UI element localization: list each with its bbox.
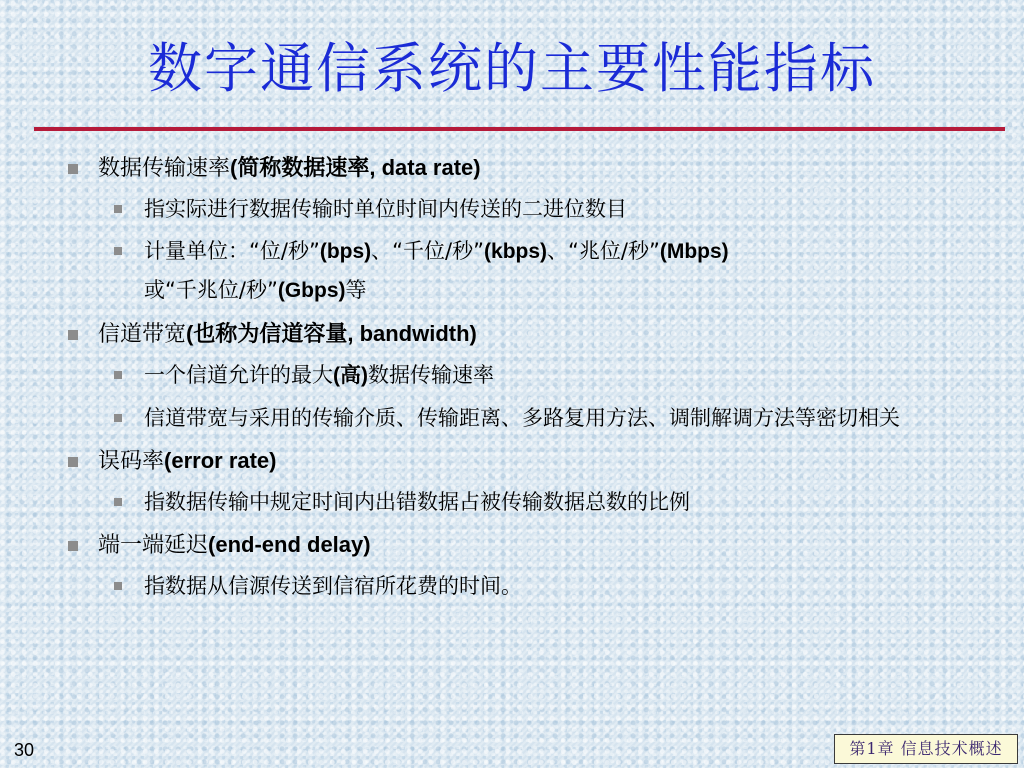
sub-item-text: 指数据从信源传送到信宿所花费的时间。: [144, 574, 522, 598]
list-item-data-rate: [58, 148, 1008, 190]
item-label: 数据传输速率: [98, 156, 231, 181]
sub-item-text: 指数据传输中规定时间内出错数据占被传输数据总数的比例: [144, 490, 690, 514]
sub-item-text: 指实际进行数据传输时单位时间内传送的二进位数目: [144, 197, 627, 221]
sub-item-text: 或“千兆位/秒”: [144, 278, 278, 302]
sub-item-text: 数据传输速率: [368, 363, 494, 387]
sub-item: [58, 232, 1008, 310]
square-bullet-icon: [114, 247, 122, 255]
square-bullet-icon: [68, 541, 78, 551]
unit-kbps: (kbps): [484, 240, 548, 263]
sub-item-text: 一个信道允许的最大: [144, 363, 333, 387]
item-label-en: (end-end delay): [208, 532, 371, 557]
square-bullet-icon: [68, 330, 78, 340]
square-bullet-icon: [114, 371, 122, 379]
sub-item-text: 计量单位：“位/秒”: [144, 239, 320, 263]
square-bullet-icon: [114, 205, 122, 213]
item-label-en: (error rate): [164, 448, 277, 473]
square-bullet-icon: [68, 164, 78, 174]
sub-item-text: 、“兆位/秒”: [547, 239, 660, 263]
sub-item: [58, 356, 1008, 395]
list-item-end-end-delay: [58, 525, 1008, 567]
square-bullet-icon: [68, 457, 78, 467]
item-label-en: (也称为信道容量, bandwidth): [186, 321, 477, 346]
item-label: 误码率: [98, 449, 165, 474]
chapter-label: 第1章 信息技术概述: [834, 734, 1018, 764]
square-bullet-icon: [114, 498, 122, 506]
unit-bps: (bps): [319, 240, 372, 263]
list-item-bandwidth: [58, 314, 1008, 356]
sub-item: [58, 567, 1008, 605]
list-item-error-rate: [58, 441, 1008, 483]
slide-title: 数字通信系统的主要性能指标: [148, 37, 876, 100]
sub-item-text: 、“千位/秒”: [371, 239, 485, 263]
bullet-list: [58, 148, 1008, 609]
sub-item: [58, 399, 1008, 437]
sub-item: [58, 483, 1008, 521]
square-bullet-icon: [114, 582, 122, 590]
item-label: 端一端延迟: [98, 533, 209, 558]
sub-item: [58, 190, 1008, 228]
unit-mbps: (Mbps): [659, 240, 729, 263]
unit-gbps: (Gbps): [277, 279, 346, 302]
sub-item-text-en: (高): [333, 364, 368, 387]
item-label-en: (简称数据速率, data rate): [230, 155, 481, 180]
item-label: 信道带宽: [98, 322, 187, 347]
page-number: 30: [14, 740, 35, 760]
square-bullet-icon: [114, 414, 122, 422]
sub-item-text: 等: [345, 278, 367, 302]
sub-item-text: 信道带宽与采用的传输介质、传输距离、多路复用方法、调制解调方法等密切相关: [144, 406, 900, 430]
title-divider: [34, 127, 1005, 131]
